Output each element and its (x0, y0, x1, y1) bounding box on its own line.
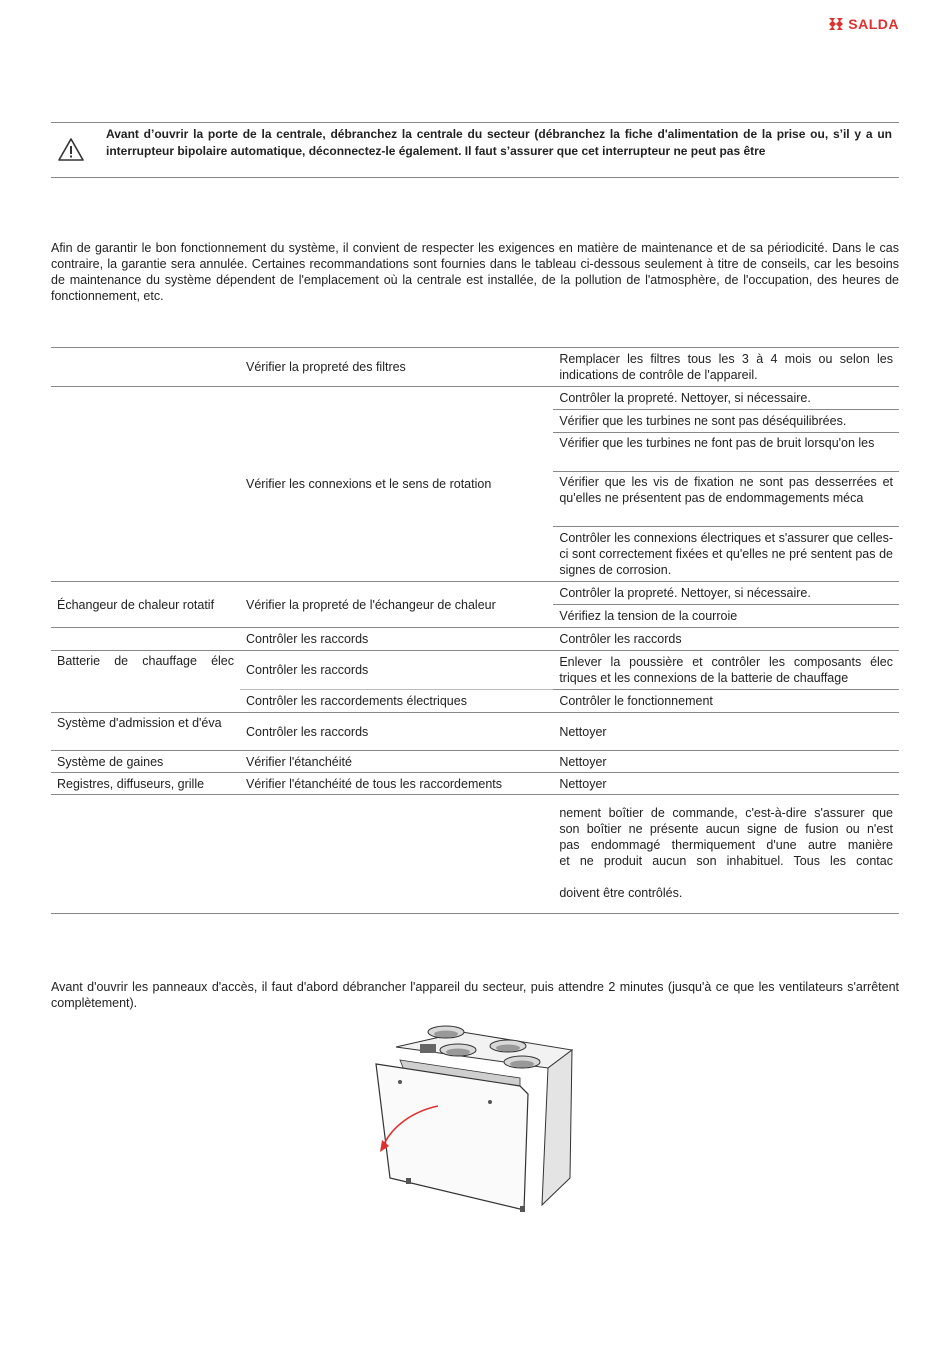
warning-box (51, 122, 899, 178)
action-cell: Enlever la poussière et contrôler les composants élec triques et les connexions de la batterie de chauffage (553, 651, 899, 690)
action-cell: Contrôler le fonctionnement (553, 690, 899, 713)
warning-text: Avant d’ouvrir la porte de la centrale, débranchez la centrale du secteur (débranchez la fiche d'alimentation de la prise ou, s’il y a un interrupteur bipolaire automatique, déconnectez-le également. Il faut s’assurer que cet interrupteur ne peut pas être (106, 127, 892, 158)
table-row-heater (51, 651, 899, 690)
table-row-connections (51, 628, 899, 651)
check-cell: Vérifier l'étanchéité (240, 751, 553, 773)
table-row-intake (51, 713, 899, 751)
component-cell: Registres, diffuseurs, grille (51, 773, 240, 795)
table-row-ducts (51, 751, 899, 773)
component-cell: Système de gaines (51, 751, 240, 773)
unit-door-opening-illustration (370, 1020, 580, 1220)
table-row-filters (51, 348, 899, 387)
action-cell: Contrôler la propreté. Nettoyer, si nécessaire. (553, 387, 899, 410)
warning-triangle-icon (57, 137, 85, 162)
check-cell: Contrôler les raccords (240, 651, 553, 690)
check-cell: Contrôler les raccords (240, 628, 553, 651)
check-cell: Vérifier les connexions et le sens de rotation (240, 387, 553, 582)
action-cell: Nettoyer (553, 751, 899, 773)
intro-paragraph: Afin de garantir le bon fonctionnement du système, il convient de respecter les exigences en matière de maintenance et de sa périodicité. Dans le cas contraire, la garantie sera annulée. Certaines recommandations sont fournies dans le tableau ci-dessous seulement à titre de conseils, car les besoins de maintenance du système dépendent de l'emplacement où la centrale est installée, de la pollution de l'atmosphère, de l'occupation, des heures de fonctionnement, etc. (51, 241, 899, 303)
component-cell: Échangeur de chaleur rotatif (51, 582, 240, 628)
action-cell: Vérifier que les turbines ne font pas de bruit lorsqu'on les (553, 433, 899, 472)
check-cell: Contrôler les raccordements électriques (240, 690, 553, 713)
check-cell: Vérifier la propreté des filtres (240, 348, 553, 387)
action-cell: Nettoyer (553, 773, 899, 795)
component-cell (51, 387, 240, 582)
maintenance-table (51, 347, 899, 914)
table-row-registers (51, 773, 899, 795)
table-row-heater (51, 690, 899, 713)
component-cell (51, 795, 240, 914)
action-cell: Contrôler la propreté. Nettoyer, si nécessaire. (553, 582, 899, 605)
table-row-control-box (51, 795, 899, 914)
brand-name: SALDA (848, 16, 899, 32)
check-cell: Vérifier l'étanchéité de tous les raccordements (240, 773, 553, 795)
brand-logo (828, 16, 899, 32)
component-cell (51, 348, 240, 387)
action-cell: Nettoyer (553, 713, 899, 751)
salda-logo-icon (828, 17, 844, 31)
check-cell: Contrôler les raccords (240, 713, 553, 751)
check-cell: Vérifier la propreté de l'échangeur de chaleur (240, 582, 553, 628)
component-cell (51, 628, 240, 651)
action-cell: Contrôler les connexions électriques et s'assurer que celles-ci sont correctement fixées et qu'elles ne pré sentent pas de signes de corrosion. (553, 527, 899, 582)
component-cell-empty (51, 690, 240, 713)
action-cell: Vérifier que les vis de fixation ne sont pas desserrées et qu'elles ne présentent pas de endommagements méca (553, 472, 899, 527)
action-cell: Vérifiez la tension de la courroie (553, 605, 899, 628)
action-cell: Remplacer les filtres tous les 3 à 4 mois ou selon les indications de contrôle de l'appareil. (553, 348, 899, 387)
action-cell: Vérifier que les turbines ne sont pas déséquilibrées. (553, 410, 899, 433)
access-note: Avant d'ouvrir les panneaux d'accès, il faut d'abord débrancher l'appareil du secteur, puis attendre 2 minutes (jusqu'à ce que les ventilateurs s'arrêtent complètement). (51, 980, 899, 1010)
component-cell: Batterie de chauffage élec (51, 651, 240, 690)
check-cell (240, 795, 553, 914)
component-cell: Système d'admission et d'éva (51, 713, 240, 751)
table-row-fans (51, 387, 899, 410)
action-cell: Contrôler les raccords (553, 628, 899, 651)
action-cell: nement boîtier de commande, c'est-à-dire s'assurer que son boîtier ne présente aucun signe de fusion ou n'est pas endommagé thermiquement d'une autre manière et ne produit aucun son inhabituel. Tous les contac doivent être contrôlés. (553, 795, 899, 914)
table-row-rotary (51, 582, 899, 605)
